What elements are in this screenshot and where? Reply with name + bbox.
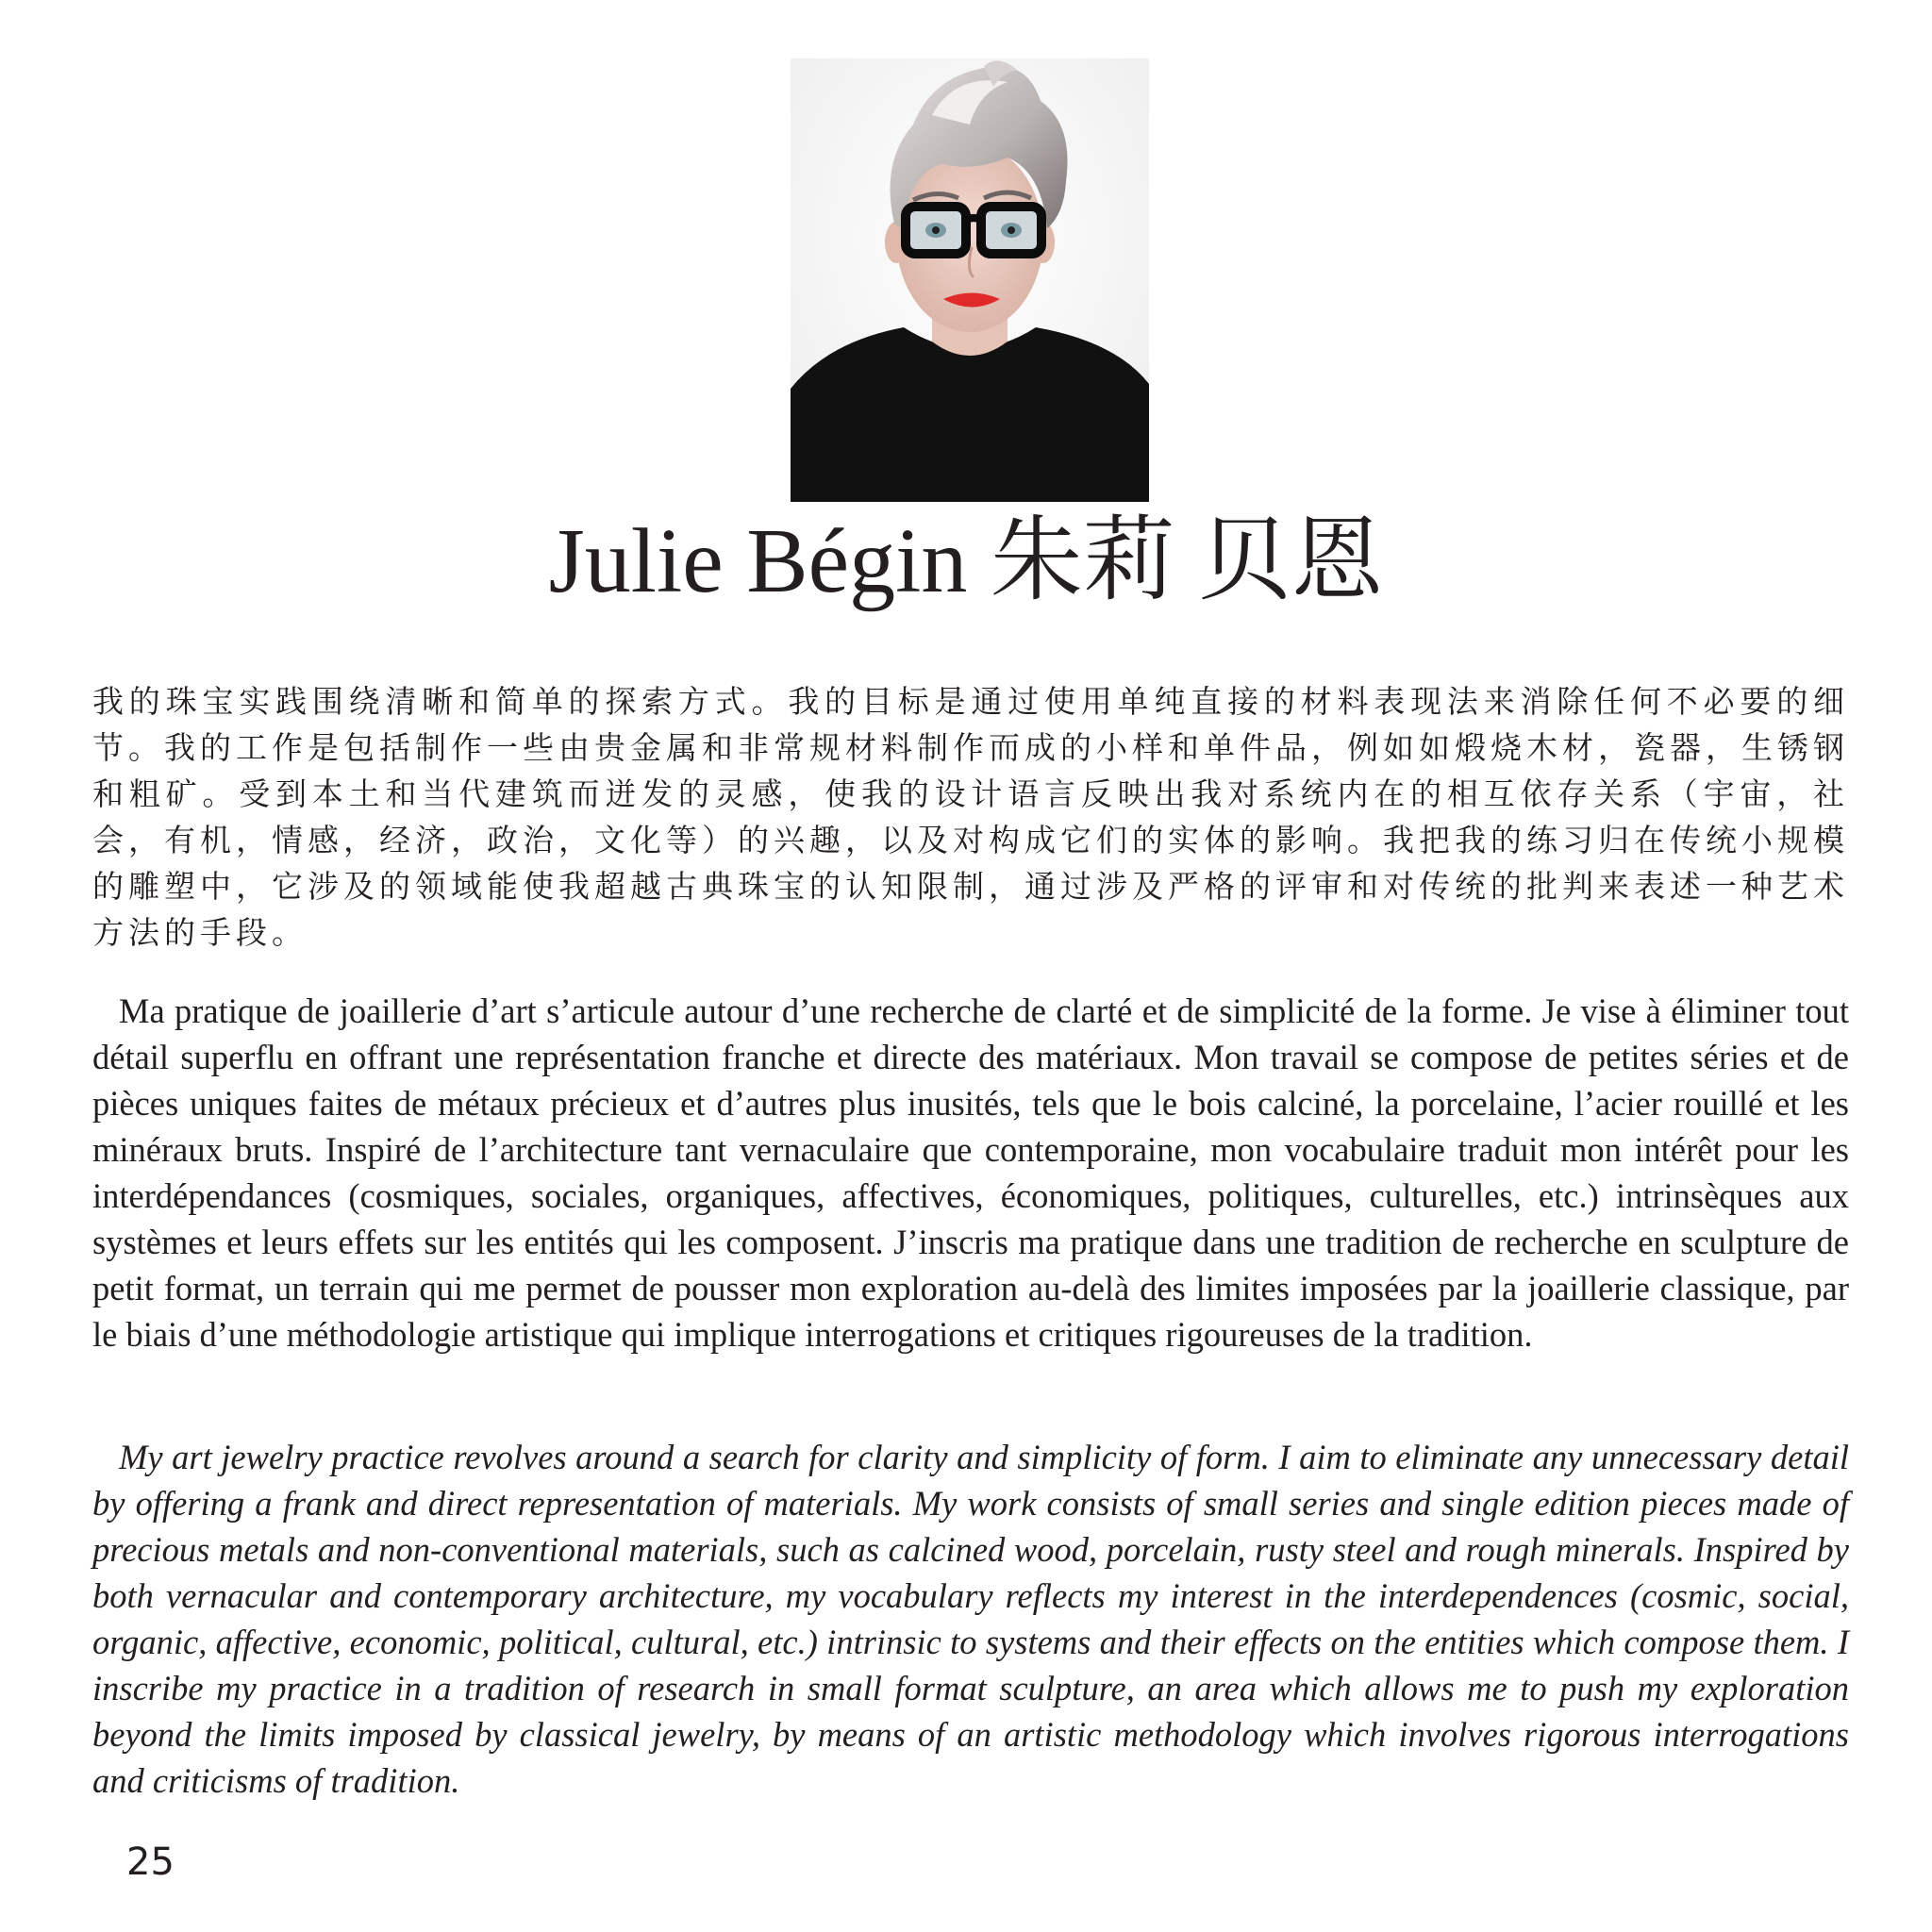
artist-portrait	[791, 58, 1149, 502]
artist-name: Julie Bégin 朱莉 贝恩	[548, 510, 1384, 612]
statement-french: Ma pratique de joaillerie d’art s’articule autour d’une recherche de clarté et de simplicité de la forme. Je vise à éliminer tout détail superflu en offrant une représentation franche et directe des matériaux. Mon travail se compose de petites séries et de pièces uniques faites de métaux précieux et d’autres plus inusités, tels que le bois calciné, la porcelaine, l’acier rouillé et les minéraux bruts. Inspiré de l’architecture tant vernaculaire que contemporaine, mon vocabulaire traduit mon intérêt pour les interdépendances (cosmiques, sociales, organiques, affectives, économiques, politiques, culturelles, etc.) intrinsèques aux systèmes et leurs effets sur les entités qui les composent. J’inscris ma pratique dans une tradition de recherche en sculpture de petit format, un terrain qui me permet de pousser mon exploration au-delà des limites imposées par la joaillerie classique, par le biais d’une méthodologie artistique qui implique interrogations et critiques rigoureuses de la tradition.	[92, 991, 1849, 1354]
portrait-photo-icon	[791, 58, 1149, 502]
page-number: 25	[126, 1840, 175, 1884]
statement-chinese: 我的珠宝实践围绕清晰和简单的探索方式。我的目标是通过使用单纯直接的材料表现法来消除任何不必要的细节。我的工作是包括制作一些由贵金属和非常规材料制作而成的小样和单件品，例如如煅烧木材，瓷器，生锈钢和粗矿。受到本土和当代建筑而迸发的灵感，使我的设计语言反映出我对系统内在的相互依存关系（宇宙，社会，有机，情感，经济，政治，文化等）的兴趣，以及对构成它们的实体的影响。我把我的练习归在传统小规模的雕塑中，它涉及的领域能使我超越古典珠宝的认知限制，通过涉及严格的评审和对传统的批判来表述一种艺术方法的手段。	[92, 683, 1849, 951]
statement-english: My art jewelry practice revolves around a search for clarity and simplicity of form. I aim to eliminate any unnecessary detail by offering a frank and direct representation of materials. My work consists of small series and single edition pieces made of precious metals and non-conventional materials, such as calcined wood, porcelain, rusty steel and rough minerals. Inspired by both vernacular and contemporary architecture, my vocabulary reflects my interest in the interdependences (cosmic, social, organic, affective, economic, political, cultural, etc.) intrinsic to systems and their effects on the entities which compose them. I inscribe my practice in a tradition of research in small format sculpture, an area which allows me to push my exploration beyond the limits imposed by classical jewelry, by means of an artistic methodology which involves rigorous interrogations and criticisms of tradition.	[92, 1437, 1849, 1800]
